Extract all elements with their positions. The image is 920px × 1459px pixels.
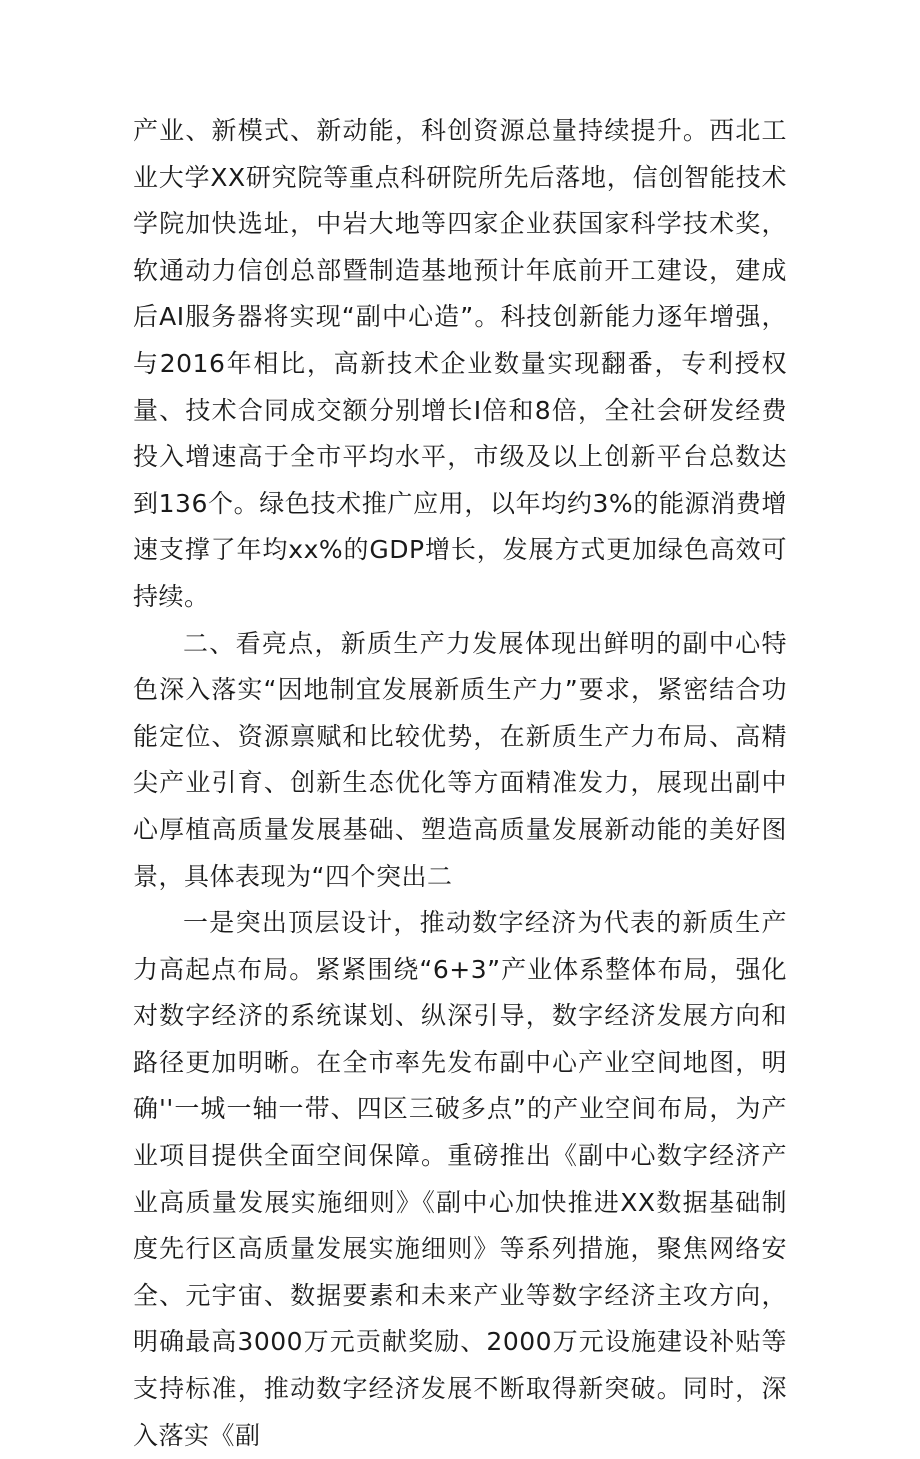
paragraph-section-two: 二、看亮点，新质生产力发展体现出鲜明的副中心特色深入落实“因地制宜发展新质生产力”要求，紧密结合功能定位、资源禀赋和比较优势，在新质生产力布局、高精尖产业引育、创新生态优化等方面精准发力，展现出副中心厚植高质量发展基础、塑造高质量发展新动能的美好图景，具体表现为“四个突出二 — [133, 628, 787, 891]
paragraph-continuation: 产业、新模式、新动能，科创资源总量持续提升。西北工业大学XX研究院等重点科研院所先后落地，信创智能技术学院加快选址，中岩大地等四家企业获国家科学技术奖，软通动力信创总部暨制造基地预计年底前开工建设，建成后AI服务器将实现“副中心造”。科技创新能力逐年增强，与2016年相比，高新技术企业数量实现翻番，专利授权量、技术合同成交额分别增长I倍和8倍，全社会研发经费投入增速高于全市平均水平，市级及以上创新平台总数达到136个。绿色技术推广应用，以年均约3%的能源消费增速支撑了年均xx%的GDP增长，发展方式更加绿色高效可持续。 — [133, 116, 787, 611]
paragraph-point-one: 一是突出顶层设计，推动数字经济为代表的新质生产力高起点布局。紧紧围绕“6+3”产业体系整体布局，强化对数字经济的系统谋划、纵深引导，数字经济发展方向和路径更加明晰。在全市率先发布副中心产业空间地图，明确''一城一轴一带、四区三破多点”的产业空间布局，为产业项目提供全面空间保障。重磅推出《副中心数字经济产业高质量发展实施细则》《副中心加快推进XX数据基础制度先行区高质量发展实施细则》等系列措施，聚焦网络安全、元宇宙、数据要素和未来产业等数字经济主攻方向，明确最高3000万元贡献奖励、2000万元设施建设补贴等支持标准，推动数字经济发展不断取得新突破。同时，深入落实《副 — [133, 908, 787, 1450]
document-body — [133, 108, 787, 1459]
